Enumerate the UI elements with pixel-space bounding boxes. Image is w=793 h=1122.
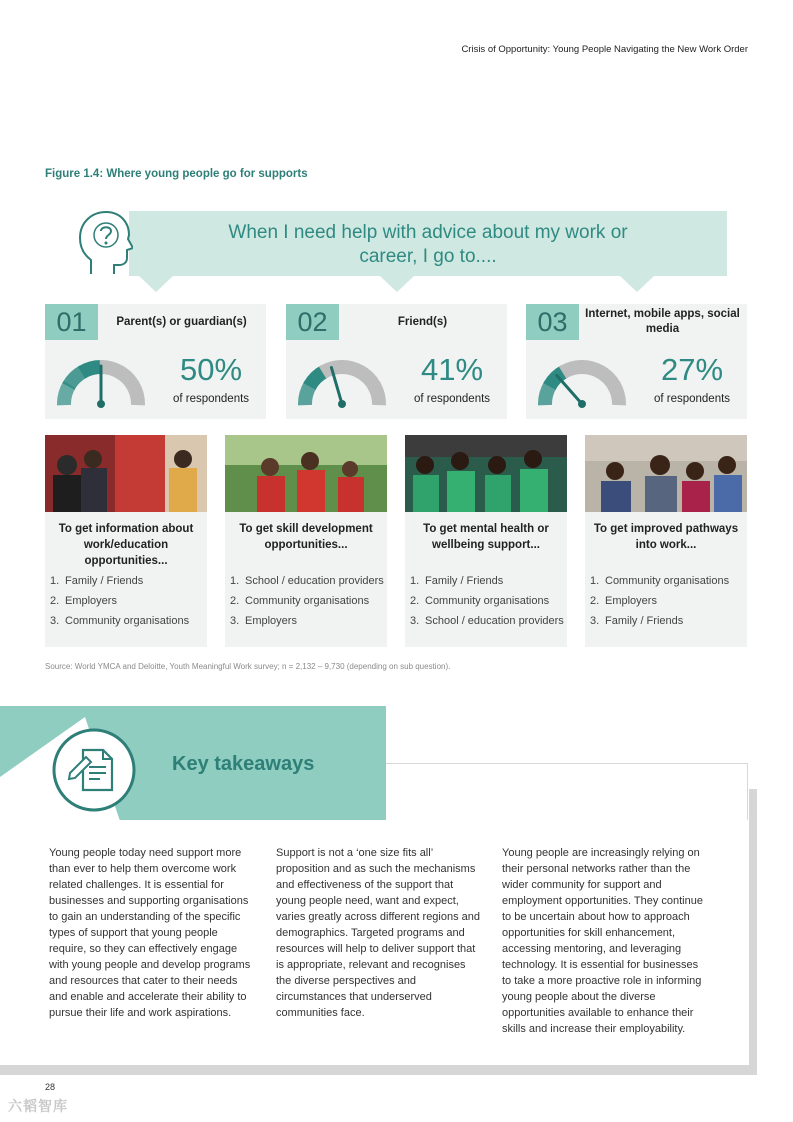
stat-caption: of respondents	[413, 393, 491, 405]
takeaway-paragraph: Young people today need support more than ever to help them overcome work related challenges. It is essential for businesses and supporting organisations to gain an understanding of the specific types of support that young people require, so they can effectively engage with young people and develop programs and resources that cater to their needs and enable and accelerate their ability to pursue their life and work aspirations.	[49, 847, 251, 1019]
list-item: 1. Community organisations	[590, 575, 730, 587]
banner-line-1: When I need help with advice about my work or	[228, 222, 628, 243]
list-item: 3. Community organisations	[50, 615, 190, 627]
watermark: 六韬智库	[8, 1098, 68, 1114]
stat-label: Friend(s)	[397, 315, 448, 328]
column-heading: To get skill development opportunities...	[239, 523, 373, 551]
takeaway-paragraph: Young people are increasingly relying on their personal networks rather than the wider community for support and employment opportunities. They continue to be uncertain about how to approach opportunities for skill enhancement, accessing mentoring, and leveraging technology. It is essential for businesses to take a more proactive role in informing young people about the diverse opportunities available to enhance their skills and increase their employability.	[502, 847, 703, 1035]
list-item: 3. Family / Friends	[590, 615, 684, 627]
banner-pointer	[620, 276, 654, 292]
head-question-icon	[77, 208, 133, 278]
ranked-list	[50, 573, 204, 633]
support-column-skills	[225, 435, 387, 647]
page-number: 28	[45, 1082, 56, 1092]
gauge-needle	[557, 375, 582, 404]
photo-students-outdoors	[225, 435, 387, 512]
support-column-information	[45, 435, 207, 647]
support-column-wellbeing	[405, 435, 567, 647]
panel-shadow	[749, 789, 757, 1075]
rank-number: 02	[286, 304, 339, 340]
stat-card-parents	[45, 304, 266, 419]
stat-percent: 41%	[420, 352, 484, 387]
panel-shadow	[0, 1065, 757, 1075]
stat-label: Internet, mobile apps, social media	[585, 308, 740, 335]
banner-pointer	[380, 276, 414, 292]
stat-percent: 50%	[179, 352, 243, 387]
ranked-list	[230, 573, 384, 633]
photo-group-at-window	[45, 435, 207, 512]
column-heading: To get improved pathways into work...	[593, 523, 739, 551]
takeaway-paragraph: Support is not a ‘one size fits all’ proposition and as such the mechanisms and effectiveness of the support that young people need, want and expect, varies greatly across different regions and demographics. Targeted programs and resources will help to deliver support that is appropriate, relevant and recognises the diverse perspectives and circumstances that underserved communities face.	[276, 847, 481, 1019]
stat-caption: of respondents	[172, 393, 250, 405]
list-item: 2. Employers	[50, 595, 117, 607]
ranked-list	[410, 573, 564, 633]
stat-card-friends	[286, 304, 507, 419]
banner-pointer	[139, 276, 173, 292]
gauge-icon	[296, 358, 388, 408]
stat-label: Parent(s) or guardian(s)	[116, 315, 247, 328]
source-note: Source: World YMCA and Deloitte, Youth Meaningful Work survey; n = 2,132 – 9,730 (depending on sub question).	[45, 662, 451, 671]
running-title: Crisis of Opportunity: Young People Navigating the New Work Order	[461, 44, 748, 55]
list-item: 1. School / education providers	[230, 575, 384, 587]
support-column-pathways	[585, 435, 747, 647]
gauge-hub	[97, 400, 105, 408]
gauge-icon	[536, 358, 628, 408]
gauge-hub	[338, 400, 346, 408]
figure-title: Figure 1.4: Where young people go for supports	[45, 168, 308, 180]
stat-caption: of respondents	[653, 393, 731, 405]
question-banner	[129, 211, 727, 276]
list-item: 2. Community organisations	[410, 595, 550, 607]
list-item: 1. Family / Friends	[50, 575, 144, 587]
list-item: 2. Community organisations	[230, 595, 370, 607]
list-item: 2. Employers	[590, 595, 657, 607]
rank-number: 01	[45, 304, 98, 340]
takeaways-title: Key takeaways	[172, 753, 315, 775]
gauge-hub	[578, 400, 586, 408]
column-heading: To get mental health or wellbeing support...	[423, 523, 549, 551]
stat-percent: 27%	[660, 352, 724, 387]
list-item: 3. Employers	[230, 615, 297, 627]
document-pen-icon	[0, 717, 175, 821]
photo-young-people-smiling	[585, 435, 747, 512]
list-item: 3. School / education providers	[410, 615, 564, 627]
gauge-icon	[55, 358, 147, 408]
takeaways-frame	[386, 763, 748, 820]
list-item: 1. Family / Friends	[410, 575, 504, 587]
ranked-list	[590, 573, 744, 633]
banner-line-2: career, I go to....	[359, 246, 497, 267]
photo-group-selfie	[405, 435, 567, 512]
stat-card-internet	[526, 304, 747, 419]
rank-number: 03	[526, 304, 579, 340]
column-heading: To get information about work/education opportunities...	[58, 523, 194, 567]
